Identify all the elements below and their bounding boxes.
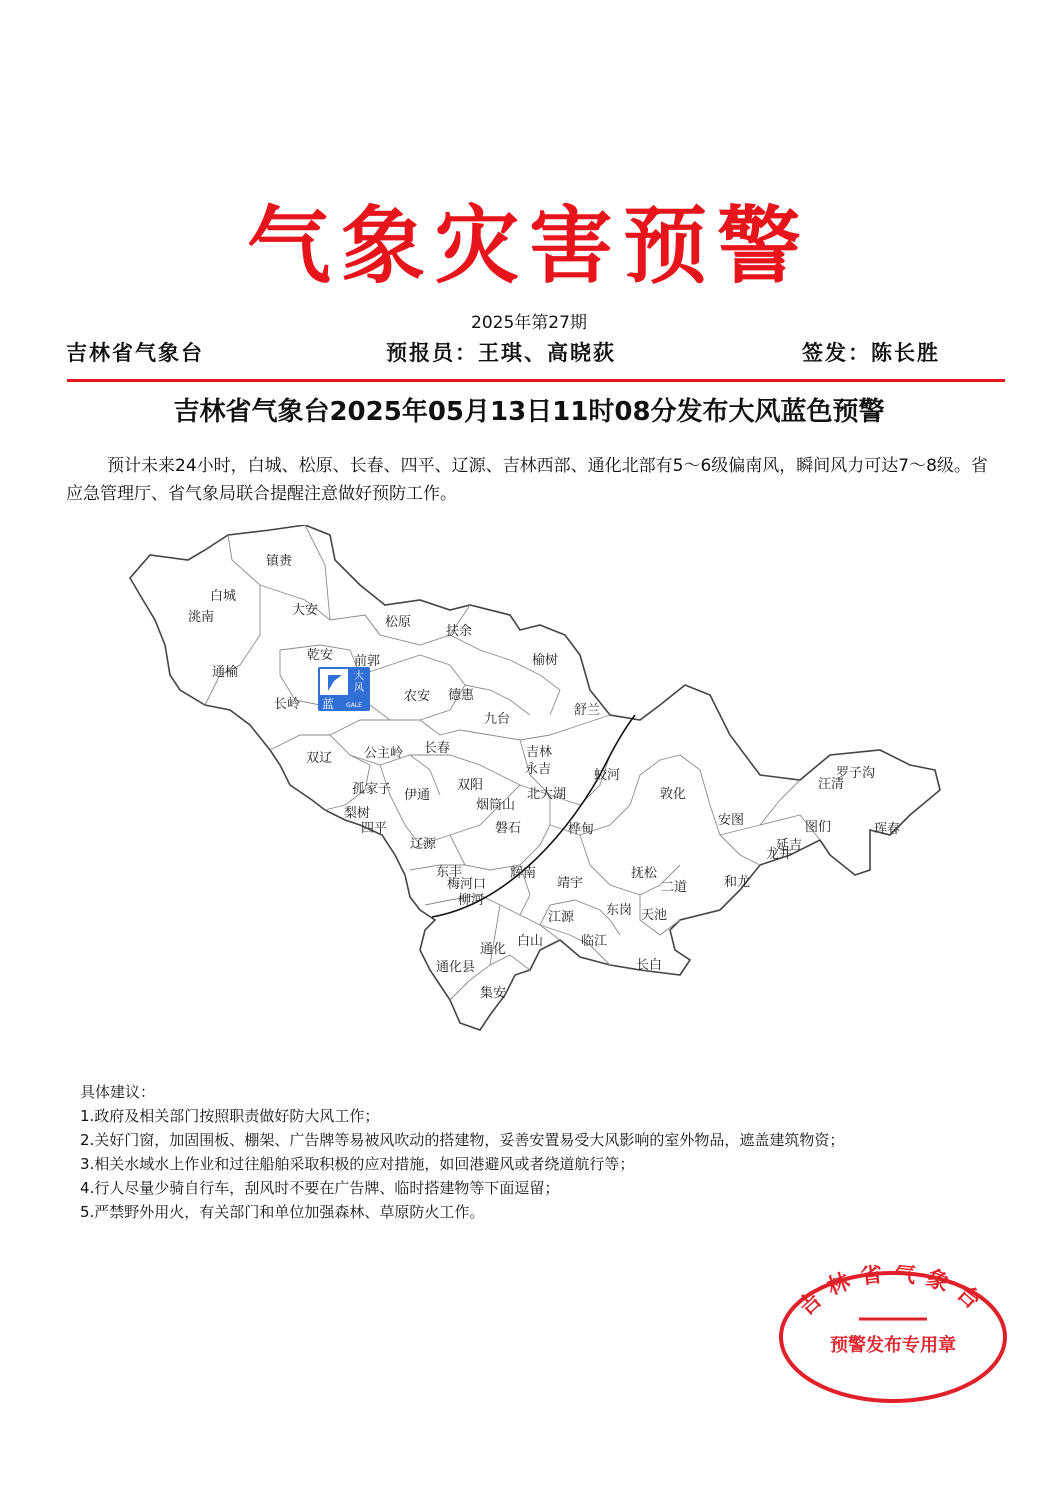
map-label: 梨树 [344, 806, 371, 821]
map-label: 双阳 [457, 778, 484, 793]
map-label: 大安 [292, 603, 319, 618]
map-label: 辉南 [510, 866, 537, 881]
advice-title: 具体建议： [80, 1083, 156, 1101]
map-label: 东岗 [606, 903, 633, 918]
advice-section [80, 1080, 1000, 1224]
map-label: 四平 [361, 821, 388, 836]
map-label: 通化 [480, 942, 507, 957]
map-label: 集安 [480, 986, 507, 1001]
advice-item: 3.相关水域水上作业和过往船舶采取积极的应对措施，如回港避风或者绕道航行等； [80, 1155, 635, 1173]
warning-headline: 吉林省气象台2025年05月13日11时08分发布大风蓝色预警 [173, 397, 885, 427]
official-seal [775, 1265, 1011, 1405]
map-label: 延吉 [776, 838, 803, 853]
map-label: 前郭 [354, 654, 381, 669]
warning-icon-en: GALE [346, 702, 362, 709]
map-label: 敦化 [660, 787, 687, 802]
map-label: 松原 [385, 615, 412, 630]
warning-icon-level: 蓝 [321, 697, 335, 711]
masthead-title: 气象灾害预警 [246, 196, 811, 295]
advice-item: 5.严禁野外用火，有关部门和单位加强森林、草原防火工作。 [80, 1203, 485, 1221]
county-boundaries [205, 525, 820, 1000]
signer: 签发：陈长胜 [802, 340, 940, 365]
map-label: 白城 [210, 589, 237, 604]
map-label: 舒兰 [574, 703, 601, 718]
map-label: 抚松 [631, 866, 658, 881]
map-label: 烟筒山 [476, 798, 516, 813]
red-divider [67, 379, 1005, 382]
map-label: 桦甸 [568, 822, 595, 837]
map-label: 农安 [404, 689, 431, 704]
map-label: 靖宇 [557, 876, 584, 891]
warning-icon-text-2: 风 [354, 683, 364, 694]
advice-item: 4.行人尽量少骑自行车，刮风时不要在广告牌、临时搭建物等下面逗留； [80, 1179, 560, 1197]
map-label: 伊通 [404, 788, 431, 803]
advice-item: 2.关好门窗，加固围板、棚架、广告牌等易被风吹动的搭建物，妥善安置易受大风影响的室外物品，遮盖建筑物资； [80, 1131, 845, 1149]
map-label: 通化县 [436, 960, 476, 975]
map-label: 榆树 [532, 653, 559, 668]
seal-svg [775, 1265, 1011, 1405]
forecasters: 预报员：王琪、高晓荻 [386, 340, 616, 365]
map-label: 长春 [424, 741, 451, 756]
map-label: 蛟河 [594, 768, 621, 783]
map-label: 乾安 [307, 648, 334, 663]
map-label: 磐石 [495, 821, 522, 836]
map-label: 珲春 [874, 822, 901, 837]
map-label: 德惠 [448, 688, 475, 703]
map-label: 天池 [641, 908, 668, 923]
map-label: 镇赉 [266, 554, 293, 569]
map-label: 吉林 [526, 745, 553, 760]
seal-top-text: 吉林省气象台 [793, 1265, 993, 1321]
map-label: 孤家子 [352, 782, 392, 797]
map-label: 扶余 [446, 624, 473, 639]
map-label: 白山 [517, 934, 544, 949]
map-label: 罗子沟 [836, 766, 876, 781]
issuing-organization: 吉林省气象台 [66, 340, 204, 365]
map-label: 北大湖 [527, 787, 567, 802]
map-label: 柳河 [458, 893, 485, 908]
map-label: 安图 [718, 813, 745, 828]
map-label: 龙井 [766, 847, 793, 862]
map-place-labels [188, 553, 900, 1001]
map-label: 长白 [636, 958, 663, 973]
warning-body: 预计未来24小时，白城、松原、长春、四平、辽源、吉林西部、通化北部有5～6级偏南风，瞬间风力可达7～8级。省应急管理厅、省气象局联合提醒注意做好预防工作。 [66, 456, 988, 504]
map-label: 九台 [484, 712, 511, 727]
warning-map [120, 525, 950, 1035]
issue-number: 2025年第27期 [471, 313, 587, 333]
map-label: 洮南 [188, 610, 215, 625]
map-label: 江源 [548, 910, 575, 925]
map-label: 长岭 [274, 697, 301, 712]
jilin-map-svg [120, 525, 950, 1035]
warning-icon-text-1: 大 [354, 671, 364, 682]
map-label: 东丰 [436, 865, 463, 880]
gale-blue-warning-icon [318, 667, 370, 711]
map-label: 汪清 [818, 777, 845, 792]
map-label: 和龙 [724, 875, 751, 890]
map-label: 辽源 [410, 837, 437, 852]
map-label: 通榆 [212, 665, 239, 680]
map-label: 图们 [805, 820, 832, 835]
advice-item: 1.政府及相关部门按照职责做好防大风工作； [80, 1107, 380, 1125]
map-label: 梅河口 [447, 877, 487, 892]
map-label: 永吉 [525, 762, 552, 777]
seal-bottom-text: 预警发布专用章 [830, 1335, 956, 1356]
map-label: 双辽 [306, 751, 333, 766]
map-label: 公主岭 [364, 746, 404, 761]
map-label: 二道 [661, 880, 688, 895]
map-label: 临江 [581, 934, 608, 949]
